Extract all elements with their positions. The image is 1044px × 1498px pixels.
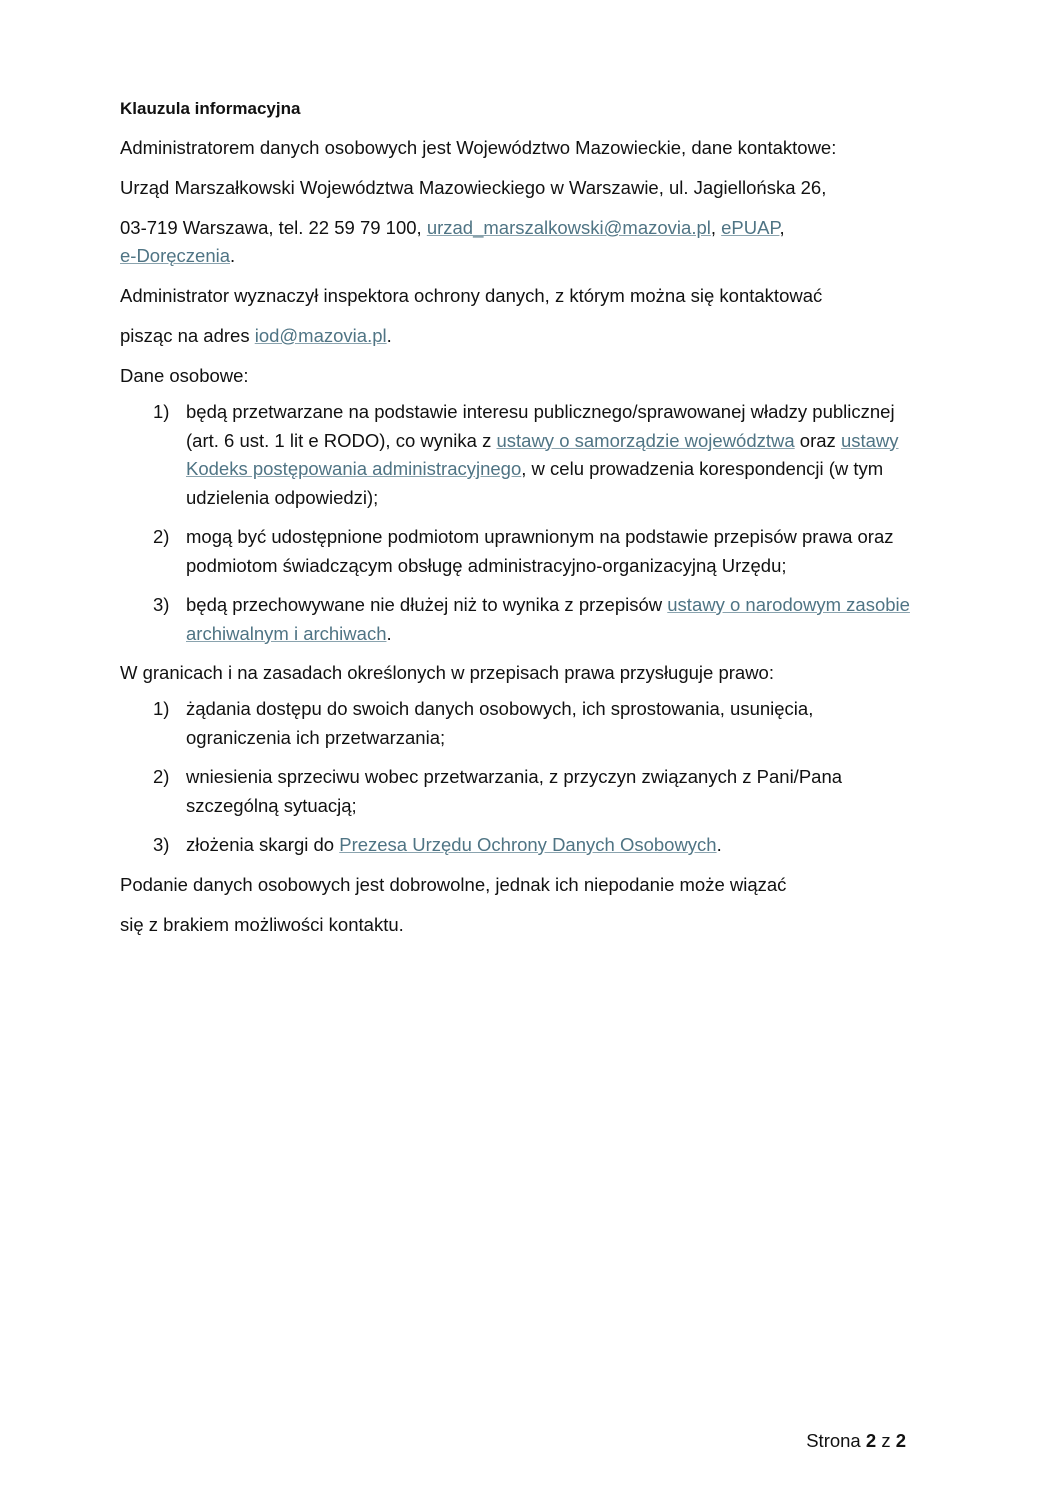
list-text: wniesienia sprzeciwu wobec przetwarzania, z przyczyn związanych z Pani/Pana szczególną sytuacją; <box>186 766 843 816</box>
iod-email-link[interactable]: iod@mazovia.pl <box>254 325 387 346</box>
page-label: Strona <box>806 1430 861 1451</box>
list-number: 3) <box>153 834 170 855</box>
paragraph-iod: Administrator wyznaczył inspektora ochrony danych, z którym można się kontaktować <box>120 285 823 306</box>
contact-prefix: 03-719 Warszawa, tel. 22 59 79 100, <box>120 217 427 238</box>
paragraph-administrator: Administratorem danych osobowych jest Województwo Mazowieckie, dane kontaktowe: <box>120 137 837 158</box>
act-archives-link[interactable]: ustawy o narodowym zasobie archiwalnym i archiwach <box>186 594 910 644</box>
uodo-link[interactable]: Prezesa Urzędu Ochrony Danych Osobowych <box>339 834 717 855</box>
list-item <box>120 695 920 752</box>
list-text: . <box>716 834 722 855</box>
total-pages-number: 2 <box>895 1430 906 1451</box>
list-number: 2) <box>153 526 170 547</box>
separator: , <box>779 217 785 238</box>
data-processing-list <box>120 398 920 648</box>
paragraph-address: Urząd Marszałkowski Województwa Mazowieckiego w Warszawie, ul. Jagiellońska 26, <box>120 177 827 198</box>
list-number: 1) <box>153 401 170 422</box>
epuap-link[interactable]: ePUAP <box>721 217 780 238</box>
document-page <box>120 96 920 939</box>
separator: , <box>710 217 722 238</box>
list-item <box>120 398 920 512</box>
contact-suffix: . <box>230 245 236 266</box>
list-number: 2) <box>153 766 170 787</box>
list-text: złożenia skargi do <box>186 834 340 855</box>
paragraph-personal-data: Dane osobowe: <box>120 365 249 386</box>
list-number: 3) <box>153 594 170 615</box>
list-item <box>120 763 920 820</box>
document-heading: Klauzula informacyjna <box>120 99 301 118</box>
email-link[interactable]: urzad_marszalkowski@mazovia.pl <box>426 217 711 238</box>
list-item <box>120 591 920 648</box>
edoreczenia-link[interactable]: e-Doręczenia <box>120 245 231 266</box>
page-of: z <box>881 1430 891 1451</box>
iod-prefix: pisząc na adres <box>120 325 255 346</box>
paragraph-voluntary-cont: się z brakiem możliwości kontaktu. <box>120 913 404 935</box>
list-text: oraz <box>794 429 841 451</box>
list-text: będą przetwarzane na podstawie interesu publicznego/sprawowanej władzy publicznej (art. 6 ust. 1 lit e RODO), co wynika z <box>186 401 895 451</box>
rights-list <box>120 695 920 860</box>
list-text: żądania dostępu do swoich danych osobowych, ich sprostowania, usunięcia, ograniczenia ich przetwarzania; <box>186 698 814 748</box>
paragraph-rights: W granicach i na zasadach określonych w przepisach prawa przysługuje prawo: <box>120 662 774 683</box>
iod-suffix: . <box>386 325 392 346</box>
current-page-number: 2 <box>865 1430 877 1451</box>
act-administrative-procedure-link[interactable]: ustawy Kodeks postępowania administracyjnego <box>186 429 899 479</box>
list-item <box>120 831 920 860</box>
list-item <box>120 523 920 580</box>
list-text: . <box>386 622 392 644</box>
paragraph-voluntary: Podanie danych osobowych jest dobrowolne, jednak ich niepodanie może wiązać <box>120 873 787 895</box>
list-number: 1) <box>153 698 170 719</box>
list-text: będą przechowywane nie dłużej niż to wynika z przepisów <box>186 594 668 615</box>
list-text: , w celu prowadzenia korespondencji (w tym udzielenia odpowiedzi); <box>186 458 884 508</box>
paragraph-contact <box>120 214 920 270</box>
page-footer <box>806 1430 906 1452</box>
act-regional-government-link[interactable]: ustawy o samorządzie województwa <box>496 429 795 451</box>
paragraph-iod-address <box>120 322 920 350</box>
list-text: mogą być udostępnione podmiotom uprawnionym na podstawie przepisów prawa oraz podmiotom świadczącym obsługę administracyjno-organizacyjną Urzędu; <box>186 526 894 576</box>
